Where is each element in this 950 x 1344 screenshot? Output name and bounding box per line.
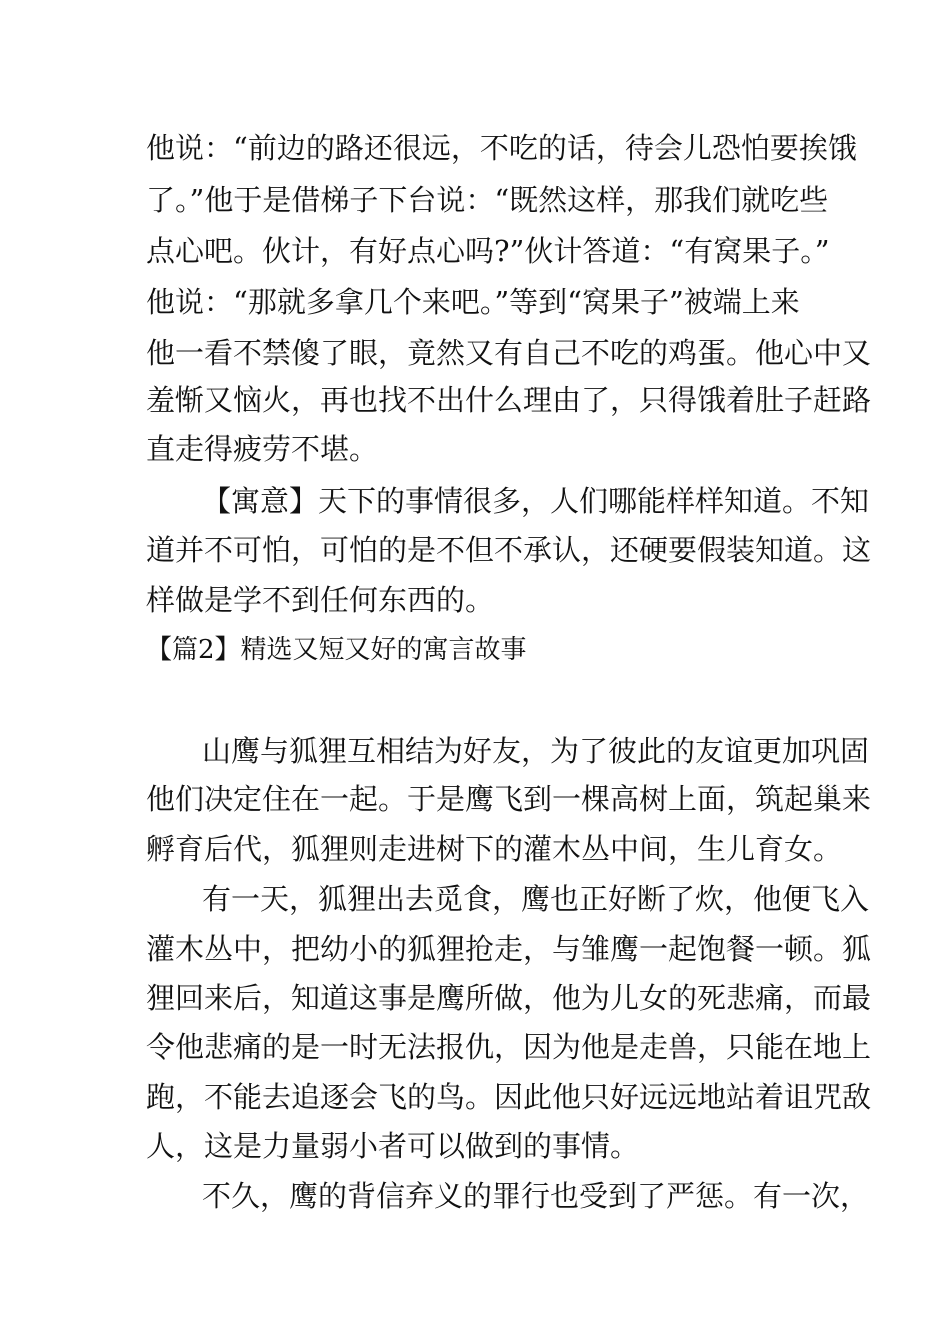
story-line: 跑，不能去追逐会飞的鸟。因此他只好远远地站着诅咒敌 [146, 1080, 872, 1114]
story-line: 山鹰与狐狸互相结为好友，为了彼此的友谊更加巩固 [202, 734, 870, 768]
moral-line: 道并不可怕，可怕的是不但不承认，还硬要假装知道。这 [146, 533, 872, 567]
text-line: 直走得疲劳不堪。 [146, 432, 379, 466]
story-line: 狸回来后，知道这事是鹰所做，他为儿女的死悲痛，而最 [146, 981, 872, 1015]
story-line: 人，这是力量弱小者可以做到的事情。 [146, 1129, 640, 1163]
story-line: 他们决定住在一起。于是鹰飞到一棵高树上面，筑起巢来 [146, 782, 872, 816]
moral-line: 【寓意】天下的事情很多，人们哪能样样知道。不知 [202, 484, 870, 518]
story-line: 灌木丛中，把幼小的狐狸抢走，与雏鹰一起饱餐一顿。狐 [146, 932, 872, 966]
text-line: 他一看不禁傻了眼，竟然又有自己不吃的鸡蛋。他心中又 [146, 336, 872, 370]
text-line: 羞惭又恼火，再也找不出什么理由了，只得饿着肚子赶路 [146, 383, 872, 417]
story-line: 有一天，狐狸出去觅食，鹰也正好断了炊，他便飞入 [202, 882, 870, 916]
story-line: 令他悲痛的是一时无法报仇，因为他是走兽，只能在地上 [146, 1030, 872, 1064]
story-line: 孵育后代，狐狸则走进树下的灌木丛中间，生儿育女。 [146, 832, 843, 866]
text-line: 他说：“前边的路还很远，不吃的话，待会儿恐怕要挨饿 [146, 131, 857, 165]
text-line: 点心吧。伙计，有好点心吗?”伙计答道：“有窝果子。” [146, 234, 830, 268]
moral-line: 样做是学不到任何东西的。 [146, 583, 495, 617]
section-heading: 【篇2】精选又短又好的寓言故事 [146, 635, 527, 665]
story-line: 不久，鹰的背信弃义的罪行也受到了严惩。有一次， [202, 1179, 870, 1213]
text-line: 了。”他于是借梯子下台说：“既然这样，那我们就吃些 [146, 183, 829, 217]
text-line: 他说：“那就多拿几个来吧。”等到“窝果子”被端上来 [146, 285, 800, 319]
